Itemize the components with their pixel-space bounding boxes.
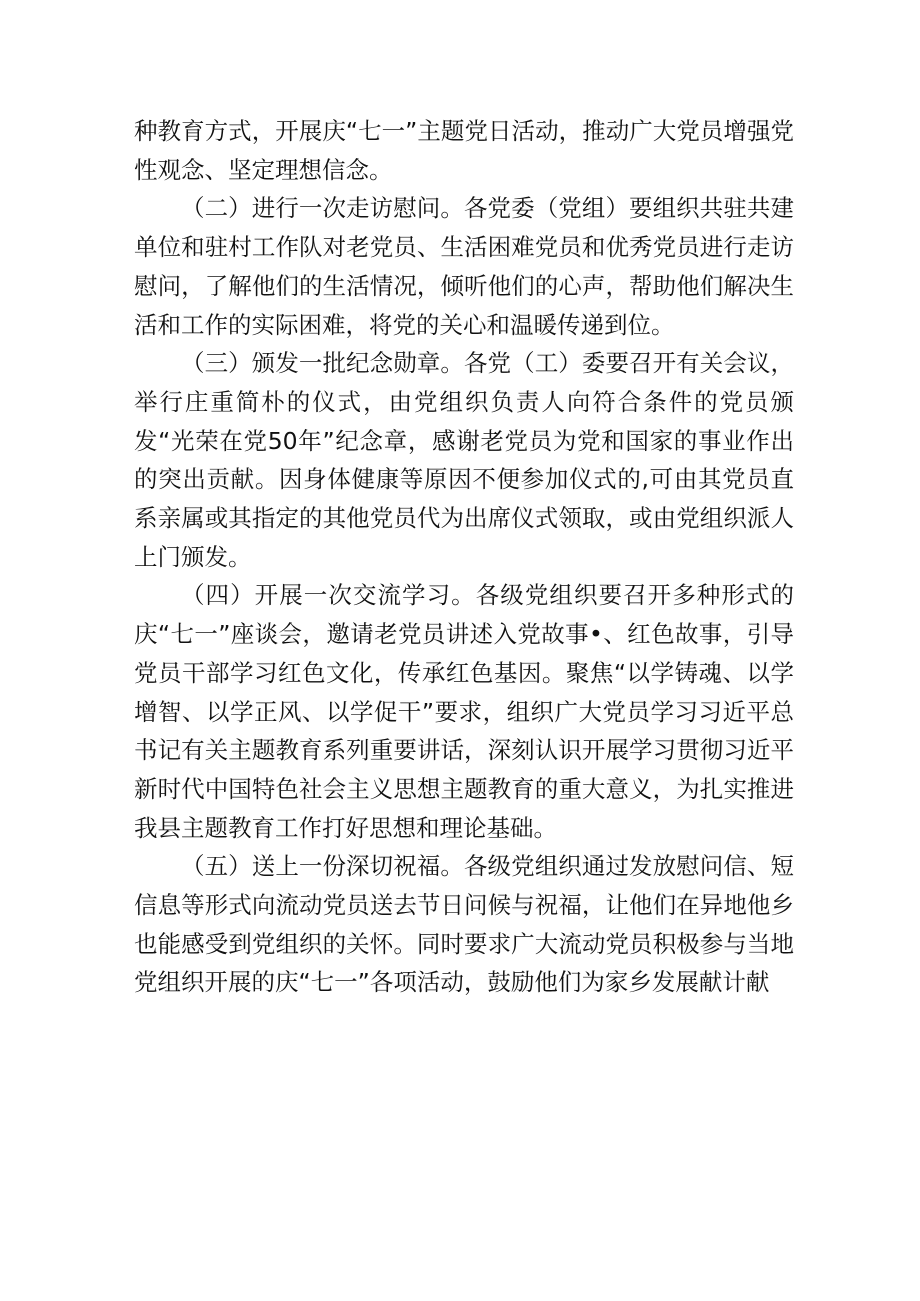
paragraph-exchange: （四）开展一次交流学习。各级党组织要召开多种形式的庆“七一”座谈会，邀请老党员讲述入党故事•、红色故事，引导党员干部学习红色文化，传承红色基因。聚焦“以学铸魂、以学增智、以学正风、以学促干”要求，组织广大党员学习习近平总书记有关主题教育系列重要讲话，深刻认识开展学习贯彻习近平新时代中国特色社会主义思想主题教育的重大意义，为扎实推进我县主题教育工作打好思想和理论基础。 xyxy=(134,581,794,842)
paragraph-visit: （二）进行一次走访慰问。各党委（党组）要组织共驻共建单位和驻村工作队对老党员、生活困难党员和优秀党员进行走访慰问，了解他们的生活情况，倾听他们的心声，帮助他们解决生活和工作的实际困难，将党的关心和温暖传递到位。 xyxy=(134,194,794,339)
paragraph-medal: （三）颁发一批纪念勋章。各党（工）委要召开有关会议，举行庄重简朴的仪式，由党组织负责人向符合条件的党员颁发“光荣在党50年”纪念章，感谢老党员为党和国家的事业作出的突出贡献。因身体健康等原因不便参加仪式的,可由其党员直系亲属或其指定的其他党员代为出席仪式领取，或由党组织派人上门颁发。 xyxy=(134,349,794,571)
paragraph-blessing: （五）送上一份深切祝福。各级党组织通过发放慰问信、短信息等形式向流动党员送去节日问候与祝福，让他们在异地他乡也能感受到党组织的关怀。同时要求广大流动党员积极参与当地党组织开展的庆“七一”各项活动，鼓励他们为家乡发展献计献 xyxy=(134,852,794,997)
document-body xyxy=(134,112,794,1002)
paragraph-continuation: 种教育方式，开展庆“七一”主题党日活动，推动广大党员增强党性观念、坚定理想信念。 xyxy=(134,117,794,184)
